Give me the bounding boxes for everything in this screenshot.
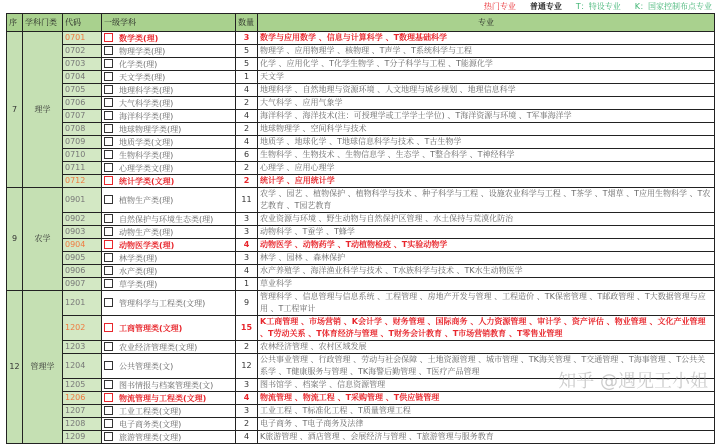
major-count: 4	[236, 84, 258, 97]
major-count: 1	[236, 278, 258, 291]
subject-cell	[102, 58, 236, 71]
header-majors: 专业	[258, 14, 715, 32]
watermark: 知乎 @遇见王小姐	[558, 371, 708, 392]
majors-list: 物理学 、应用物理学 、核物理 、T声学 、T系统科学与工程	[258, 45, 715, 58]
subject-code: 0706	[63, 97, 102, 110]
major-count: 3	[236, 32, 258, 45]
subject-name: 大气科学类(理)	[119, 98, 174, 108]
header-count: 数量	[236, 14, 258, 32]
major-count: 4	[236, 265, 258, 278]
subject-name: 化学类(理)	[119, 59, 158, 69]
subject-code: 0704	[63, 71, 102, 84]
subject-cell	[102, 278, 236, 291]
checkbox[interactable]	[104, 150, 113, 159]
majors-list: 化学 、应用化学 、T化学生物学 、T分子科学与工程 、T能源化学	[258, 58, 715, 71]
checkbox[interactable]	[104, 46, 113, 55]
subject-name: 植物生产类(理)	[119, 195, 174, 205]
subject-cell	[102, 226, 236, 239]
group-seq: 9	[7, 188, 23, 291]
subject-code: 0701	[63, 32, 102, 45]
table-row	[7, 45, 715, 58]
subject-cell	[102, 291, 236, 316]
major-count: 1	[236, 71, 258, 84]
majors-list: 农学 、园艺 、植物保护 、植物科学与技术 、种子科学与工程 、设施农业科学与工程 、T茶学 、T烟草 、T应用生物科学 、T农艺教育 、T园艺教育	[258, 188, 715, 213]
major-count: 11	[236, 188, 258, 213]
table-row	[7, 431, 715, 444]
checkbox[interactable]	[104, 393, 113, 402]
table-row	[7, 32, 715, 45]
header-category: 学科门类	[23, 14, 63, 32]
subject-name: 工商管理类(文理)	[119, 323, 183, 333]
checkbox[interactable]	[104, 214, 113, 223]
subject-cell	[102, 84, 236, 97]
subject-code: 1202	[63, 316, 102, 341]
table-row	[7, 405, 715, 418]
subject-cell	[102, 405, 236, 418]
legend	[484, 1, 712, 12]
legend-hot: 热门专业	[483, 2, 516, 11]
subject-code: 0907	[63, 278, 102, 291]
checkbox[interactable]	[104, 85, 113, 94]
table-row	[7, 341, 715, 354]
subject-code: 0906	[63, 265, 102, 278]
subject-code: 0707	[63, 110, 102, 123]
major-count: 5	[236, 45, 258, 58]
checkbox[interactable]	[104, 111, 113, 120]
subject-code: 0708	[63, 123, 102, 136]
table-row	[7, 58, 715, 71]
subject-cell	[102, 71, 236, 84]
group-seq: 7	[7, 32, 23, 188]
checkbox[interactable]	[104, 227, 113, 236]
group-category: 农学	[23, 188, 63, 291]
table-row	[7, 316, 715, 341]
majors-list: 地球物理学 、空间科学与技术	[258, 123, 715, 136]
checkbox[interactable]	[104, 323, 113, 332]
checkbox[interactable]	[104, 298, 113, 307]
major-count: 12	[236, 354, 258, 379]
table-row	[7, 239, 715, 252]
subject-code: 0902	[63, 213, 102, 226]
checkbox[interactable]	[104, 419, 113, 428]
major-count: 3	[236, 405, 258, 418]
subject-name: 草学类(理)	[119, 279, 158, 289]
subject-cell	[102, 252, 236, 265]
subject-name: 地球物理学类(理)	[119, 124, 182, 134]
subject-code: 1209	[63, 431, 102, 444]
major-count: 6	[236, 149, 258, 162]
major-count: 4	[236, 110, 258, 123]
subject-cell	[102, 316, 236, 341]
major-count: 2	[236, 418, 258, 431]
majors-list: 物流管理 、物流工程 、T采购管理 、T供应链管理	[258, 392, 715, 405]
checkbox[interactable]	[104, 342, 113, 351]
majors-list: 地质学 、地球化学 、T地球信息科学与技术 、T古生物学	[258, 136, 715, 149]
majors-list: 天文学	[258, 71, 715, 84]
table-row	[7, 252, 715, 265]
table-row	[7, 226, 715, 239]
subject-cell	[102, 418, 236, 431]
subject-name: 电子商务类(文理)	[119, 419, 182, 429]
major-count: 2	[236, 341, 258, 354]
subject-cell	[102, 32, 236, 45]
checkbox[interactable]	[104, 98, 113, 107]
checkbox[interactable]	[104, 59, 113, 68]
table-row	[7, 84, 715, 97]
majors-list: 草业科学	[258, 278, 715, 291]
subject-cell	[102, 45, 236, 58]
subject-name: 林学类(理)	[119, 253, 158, 263]
legend-normal: 普通专业	[529, 2, 562, 11]
checkbox[interactable]	[104, 432, 113, 441]
subject-code: 1201	[63, 291, 102, 316]
majors-list: 动物科学 、T蚕学 、T蜂学	[258, 226, 715, 239]
subject-name: 物流管理与工程类(文理)	[119, 393, 207, 403]
major-count: 5	[236, 58, 258, 71]
majors-list: 公共事业管理 、行政管理 、劳动与社会保障 、土地资源管理 、城市管理 、TK海关管理 、T交通管理 、T海事管理 、T公共关系学 、T健康服务与管理 、TK海警后勤管理 、T医疗产品管理	[258, 354, 715, 379]
majors-list: 林学 、园林 、森林保护	[258, 252, 715, 265]
subject-code: 1205	[63, 379, 102, 392]
subject-name: 统计学类(文理)	[119, 176, 175, 186]
subject-name: 天文学类(理)	[119, 72, 166, 82]
subject-code: 1206	[63, 392, 102, 405]
group-category: 理学	[23, 32, 63, 188]
major-count: 3	[236, 226, 258, 239]
checkbox[interactable]	[104, 266, 113, 275]
subject-code: 0705	[63, 84, 102, 97]
major-count: 2	[236, 123, 258, 136]
subject-cell	[102, 188, 236, 213]
major-count: 2	[236, 97, 258, 110]
table-row	[7, 418, 715, 431]
checkbox[interactable]	[104, 279, 113, 288]
subject-name: 动物生产类(理)	[119, 227, 174, 237]
subject-cell	[102, 123, 236, 136]
major-count: 4	[236, 136, 258, 149]
checkbox[interactable]	[104, 406, 113, 415]
subject-name: 生物科学类(理)	[119, 150, 174, 160]
checkbox[interactable]	[104, 380, 113, 389]
subject-code: 0905	[63, 252, 102, 265]
subject-cell	[102, 341, 236, 354]
table-row	[7, 291, 715, 316]
major-count: 4	[236, 431, 258, 444]
subject-code: 0703	[63, 58, 102, 71]
subject-code: 1204	[63, 354, 102, 379]
subject-cell	[102, 110, 236, 123]
subject-name: 图书情报与档案管理类(文)	[119, 380, 214, 390]
major-count: 3	[236, 213, 258, 226]
major-count: 4	[236, 392, 258, 405]
subject-cell	[102, 354, 236, 379]
major-count: 3	[236, 379, 258, 392]
majors-list: K工商管理 、市场营销 、K会计学 、财务管理 、国际商务 、人力资源管理 、审计学 、资产评估 、物业管理 、文化产业管理 、T劳动关系 、T体育经济与管理 、T财务会计教育 、T市场营销教育 、T零售业管理	[258, 316, 715, 341]
subject-code: 0712	[63, 175, 102, 188]
checkbox[interactable]	[104, 33, 113, 42]
checkbox[interactable]	[104, 72, 113, 81]
subject-name: 动物医学类(理)	[119, 240, 175, 250]
subject-name: 地理科学类(理)	[119, 85, 174, 95]
majors-list: 心理学 、应用心理学	[258, 162, 715, 175]
header-code: 代码	[63, 14, 102, 32]
table-row	[7, 213, 715, 226]
subject-code: 1208	[63, 418, 102, 431]
subject-cell	[102, 162, 236, 175]
legend-controlled: K：国家控制布点专业	[634, 2, 712, 11]
subject-name: 物理学类(理)	[119, 46, 166, 56]
majors-list: 管理科学 、信息管理与信息系统 、工程管理 、房地产开发与管理 、工程造价 、TK保密管理 、T邮政管理 、T大数据管理与应用 、T工程审计	[258, 291, 715, 316]
legend-special: T：特设专业	[575, 2, 621, 11]
subject-cell	[102, 149, 236, 162]
subject-code: 0904	[63, 239, 102, 252]
subject-cell	[102, 379, 236, 392]
major-count: 4	[236, 239, 258, 252]
subject-name: 水产类(理)	[119, 266, 158, 276]
majors-list: 图书馆学 、档案学 、信息资源管理	[258, 379, 715, 392]
subject-name: 心理学类文(理)	[119, 163, 174, 173]
table-row	[7, 71, 715, 84]
majors-list: 农林经济管理 、农村区域发展	[258, 341, 715, 354]
header-subject: 一级学科	[102, 14, 236, 32]
table-row	[7, 110, 715, 123]
checkbox[interactable]	[104, 195, 113, 204]
major-count: 3	[236, 252, 258, 265]
subject-name: 公共管理类(文)	[119, 361, 174, 371]
majors-list: 电子商务 、T电子商务及法律	[258, 418, 715, 431]
table-row	[7, 392, 715, 405]
checkbox[interactable]	[104, 163, 113, 172]
majors-list: 农业资源与环境 、野生动物与自然保护区管理 、水土保持与荒漠化防治	[258, 213, 715, 226]
subject-cell	[102, 392, 236, 405]
majors-list: 统计学 、应用统计学	[258, 175, 715, 188]
subject-code: 0901	[63, 188, 102, 213]
table-row	[7, 278, 715, 291]
majors-list: 生物科学 、生物技术 、生物信息学 、生态学 、T整合科学 、T神经科学	[258, 149, 715, 162]
subject-code: 0702	[63, 45, 102, 58]
table-row	[7, 265, 715, 278]
table-row	[7, 149, 715, 162]
majors-list: 大气科学 、应用气象学	[258, 97, 715, 110]
subject-name: 自然保护与环境生态类(理)	[119, 214, 214, 224]
subject-code: 1203	[63, 341, 102, 354]
subject-name: 数学类(理)	[119, 33, 159, 43]
table-row	[7, 175, 715, 188]
subject-cell	[102, 136, 236, 149]
subject-code: 1207	[63, 405, 102, 418]
table-row	[7, 188, 715, 213]
subject-cell	[102, 97, 236, 110]
subject-code: 0903	[63, 226, 102, 239]
majors-list: 动物医学 、动物药学 、T动植物检疫 、T实验动物学	[258, 239, 715, 252]
group-category: 管理学	[23, 291, 63, 444]
majors-list: 工业工程 、T标准化工程 、T质量管理工程	[258, 405, 715, 418]
major-count: 9	[236, 291, 258, 316]
header-row	[7, 14, 715, 32]
subject-cell	[102, 239, 236, 252]
subject-cell	[102, 175, 236, 188]
checkbox[interactable]	[104, 137, 113, 146]
header-seq: 序	[7, 14, 23, 32]
subject-code: 0711	[63, 162, 102, 175]
subject-name: 海洋科学类(理)	[119, 111, 174, 121]
majors-list: 水产养殖学 、海洋渔业科学与技术 、T水族科学与技术 、TK水生动物医学	[258, 265, 715, 278]
checkbox[interactable]	[104, 361, 113, 370]
major-count: 2	[236, 175, 258, 188]
subject-code: 0709	[63, 136, 102, 149]
table-row	[7, 136, 715, 149]
checkbox[interactable]	[104, 176, 113, 185]
checkbox[interactable]	[104, 124, 113, 133]
subject-name: 农业经济管理类(文理)	[119, 342, 198, 352]
subject-cell	[102, 265, 236, 278]
majors-list: 地理科学 、自然地理与资源环境 、人文地理与城乡规划 、地理信息科学	[258, 84, 715, 97]
subject-name: 旅游管理类(文理)	[119, 432, 182, 442]
major-count: 15	[236, 316, 258, 341]
subject-cell	[102, 213, 236, 226]
subject-code: 0710	[63, 149, 102, 162]
group-seq: 12	[7, 291, 23, 444]
subject-cell	[102, 431, 236, 444]
subject-name: 管理科学与工程类(文理)	[119, 298, 206, 308]
table-row	[7, 123, 715, 136]
subject-name: 地质学类(文理)	[119, 137, 174, 147]
major-count: 2	[236, 162, 258, 175]
majors-list: 海洋科学 、海洋技术(注：可授理学或工学学士学位) 、T海洋资源与环境 、T军事海洋学	[258, 110, 715, 123]
majors-list: 数学与应用数学 、信息与计算科学 、T数理基础科学	[258, 32, 715, 45]
checkbox[interactable]	[104, 253, 113, 262]
checkbox[interactable]	[104, 240, 113, 249]
table-row	[7, 162, 715, 175]
table-row	[7, 97, 715, 110]
majors-list: K旅游管理 、酒店管理 、会展经济与管理 、T旅游管理与服务教育	[258, 431, 715, 444]
subject-name: 工业工程类(文理)	[119, 406, 182, 416]
